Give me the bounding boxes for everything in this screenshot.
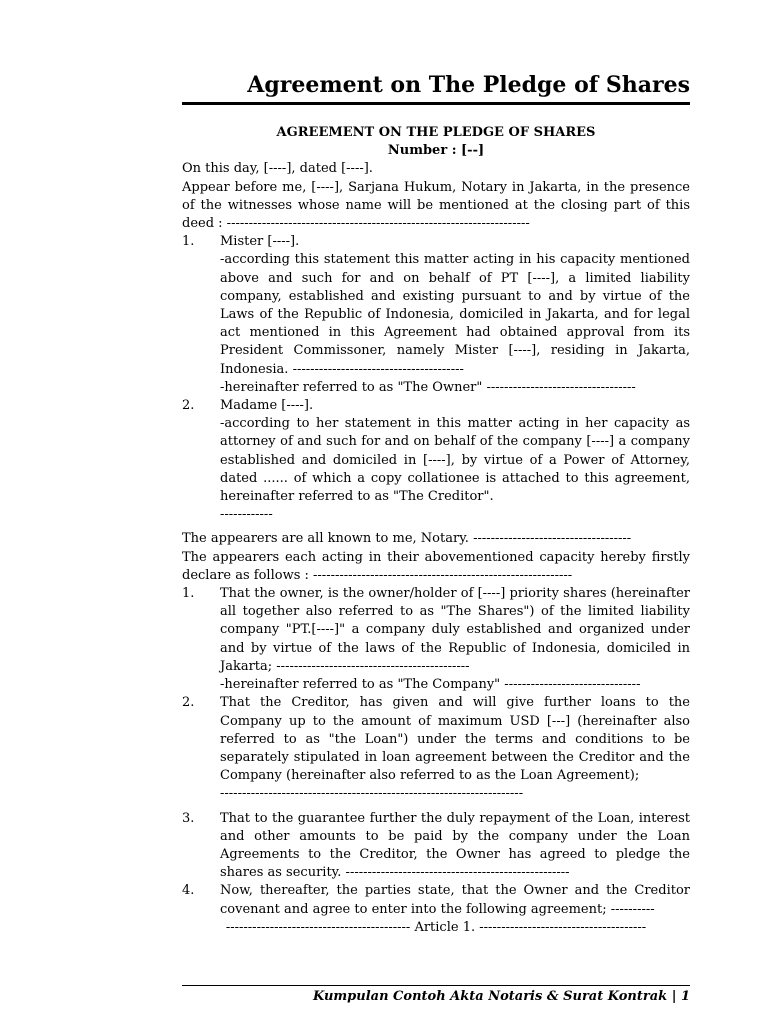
- clause-text: Now, thereafter, the parties state, that the Owner and the Creditor covenant and agree to enter into the following agreement; ----------: [220, 883, 690, 917]
- clause-text: That to the guarantee further the duly repayment of the Loan, interest and other amounts to be paid by the company under the Loan Agreements to the Creditor, the Owner has agreed to pledge the shares as security. ---------------------------------------------------: [220, 810, 690, 881]
- declare-paragraph: The appearers each acting in their abovementioned capacity hereby firstly declare as follows : -----------------------------------------------------------: [182, 549, 690, 583]
- party-text: -according to her statement in this matter acting in her capacity as attorney of and such for and on behalf of the company [----] a company established and domiciled in [----], by virtue of a Power of Attorney, dated ...... of which a copy collationee is attached to this agreement, hereinafter referred to as "The Creditor".: [220, 416, 690, 505]
- clause-2: [182, 694, 690, 803]
- party-ref: -hereinafter referred to as "The Owner" ----------------------------------: [220, 379, 636, 395]
- page-header-title: Agreement on The Pledge of Shares: [247, 72, 690, 98]
- appear-paragraph: Appear before me, [----], Sarjana Hukum, Notary in Jakarta, in the presence of the witnesses whose name will be mentioned at the closing part of this deed : ---------------------------------------------------------------------: [182, 179, 690, 232]
- document-number: Number : [--]: [387, 143, 485, 159]
- party-number: 2.: [182, 398, 195, 414]
- clause-4: [182, 882, 690, 918]
- header-rule: [182, 102, 690, 105]
- clause-1: [182, 585, 690, 694]
- footer-rule: [182, 985, 690, 986]
- clause-3: [182, 810, 690, 883]
- known-paragraph: The appearers are all known to me, Notary. ------------------------------------: [182, 531, 632, 547]
- party-text: -according this statement this matter acting in his capacity mentioned above and such for and on behalf of PT [----], a limited liability company, established and existing pursuant to and by virtue of the Laws of the Republic of Indonesia, domiciled in Jakarta, and for legal act mentioned in this Agreement had obtained approval from its President Commissoner, namely Mister [----], residing in Jakarta, Indonesia. ---------------------------------------: [220, 252, 690, 377]
- party-name: Mister [----].: [220, 234, 300, 250]
- document-heading: AGREEMENT ON THE PLEDGE OF SHARES: [276, 125, 596, 140]
- party-number: 1.: [182, 234, 195, 250]
- page-footer: Kumpulan Contoh Akta Notaris & Surat Kontrak | 1: [312, 989, 690, 1004]
- clause-number: 3.: [182, 810, 195, 826]
- clause-number: 4.: [182, 883, 195, 899]
- clause-ref: ---------------------------------------------------------------------: [220, 786, 524, 802]
- party-ref: ------------: [220, 507, 273, 523]
- article-heading: ------------------------------------------ Article 1. --------------------------------------: [225, 919, 647, 935]
- clause-text: That the owner, is the owner/holder of [----] priority shares (hereinafter all together also referred to as "The Shares") of the limited liability company "PT.[----]" a company duly established and organized under and by virtue of the laws of the Republic of Indonesia, domiciled in Jakarta; --------------------------------------------: [220, 586, 690, 674]
- party-1: [182, 233, 690, 397]
- on-this-day: On this day, [----], dated [----].: [182, 161, 373, 177]
- party-2: [182, 397, 690, 524]
- party-name: Madame [----].: [220, 398, 314, 414]
- clause-ref: -hereinafter referred to as "The Company" -------------------------------: [220, 677, 641, 693]
- clause-number: 2.: [182, 695, 195, 711]
- clause-text: That the Creditor, has given and will give further loans to the Company up to the amount of maximum USD [---] (hereinafter also referred to as "the Loan") under the terms and conditions to be separately stipulated in loan agreement between the Creditor and the Company (hereinafter also referred to as the Loan Agreement);: [220, 695, 690, 784]
- document-body: [182, 124, 690, 937]
- clause-number: 1.: [182, 586, 195, 602]
